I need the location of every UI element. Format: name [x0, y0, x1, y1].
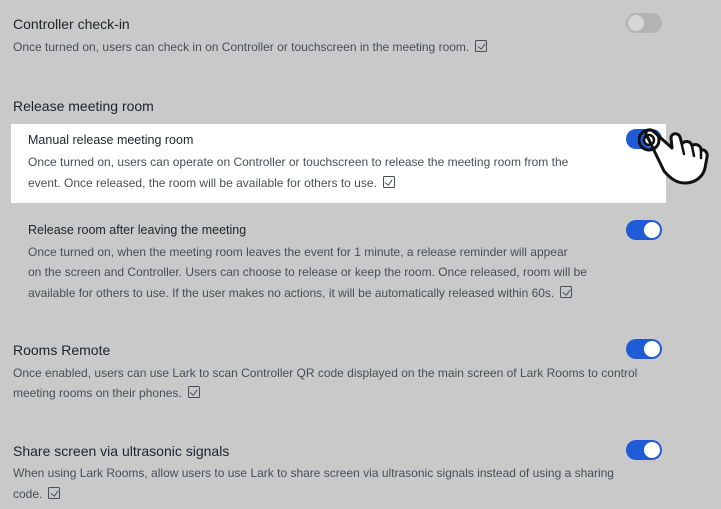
rooms-remote-desc-text: meeting rooms on their phones. — [13, 386, 182, 400]
share-screen-desc-line1: When using Lark Rooms, allow users to use Lark to share screen via ultrasonic signals instead of using a sharing — [13, 466, 614, 480]
release-after-leaving-title: Release room after leaving the meeting — [28, 223, 247, 237]
manual-release-desc-line1: Once turned on, users can operate on Controller or touchscreen to release the meeting room from the — [28, 155, 569, 169]
manual-release-desc-line2 — [28, 173, 395, 193]
controller-checkin-desc — [13, 37, 487, 57]
share-screen-desc-line2 — [13, 484, 60, 504]
manual-release-title: Manual release meeting room — [28, 133, 194, 147]
preview-icon[interactable] — [475, 40, 487, 52]
release-after-leaving-desc-line2: on the screen and Controller. Users can choose to release or keep the room. Once released, room will be — [28, 265, 587, 279]
toggle-knob — [644, 222, 660, 238]
controller-checkin-desc-text: Once turned on, users can check in on Controller or touchscreen in the meeting room. — [13, 40, 470, 54]
controller-checkin-toggle[interactable] — [626, 13, 662, 33]
release-section-title: Release meeting room — [13, 98, 154, 114]
rooms-remote-desc-line2 — [13, 383, 200, 403]
preview-icon[interactable] — [48, 487, 60, 499]
toggle-knob — [628, 15, 644, 31]
hand-pointer-icon — [638, 124, 712, 186]
share-screen-title: Share screen via ultrasonic signals — [13, 443, 230, 459]
release-after-leaving-desc-line1: Once turned on, when the meeting room leaves the event for 1 minute, a release reminder will appear — [28, 245, 568, 259]
manual-release-desc-text: event. Once released, the room will be available for others to use. — [28, 176, 377, 190]
share-screen-toggle[interactable] — [626, 440, 662, 460]
release-after-leaving-desc-text: available for others to use. If the user makes no actions, it will be automatically released within 60s. — [28, 286, 555, 300]
toggle-knob — [644, 442, 660, 458]
toggle-knob — [644, 341, 660, 357]
rooms-remote-toggle[interactable] — [626, 339, 662, 359]
release-after-leaving-desc-line3 — [28, 283, 572, 303]
preview-icon[interactable] — [383, 176, 395, 188]
controller-checkin-title: Controller check-in — [13, 16, 130, 32]
share-screen-desc-text: code. — [13, 487, 43, 501]
rooms-remote-desc-line1: Once enabled, users can use Lark to scan Controller QR code displayed on the main screen of Lark Rooms to control — [13, 366, 638, 380]
release-after-leaving-toggle[interactable] — [626, 220, 662, 240]
preview-icon[interactable] — [188, 386, 200, 398]
preview-icon[interactable] — [560, 286, 572, 298]
rooms-remote-title: Rooms Remote — [13, 342, 111, 358]
